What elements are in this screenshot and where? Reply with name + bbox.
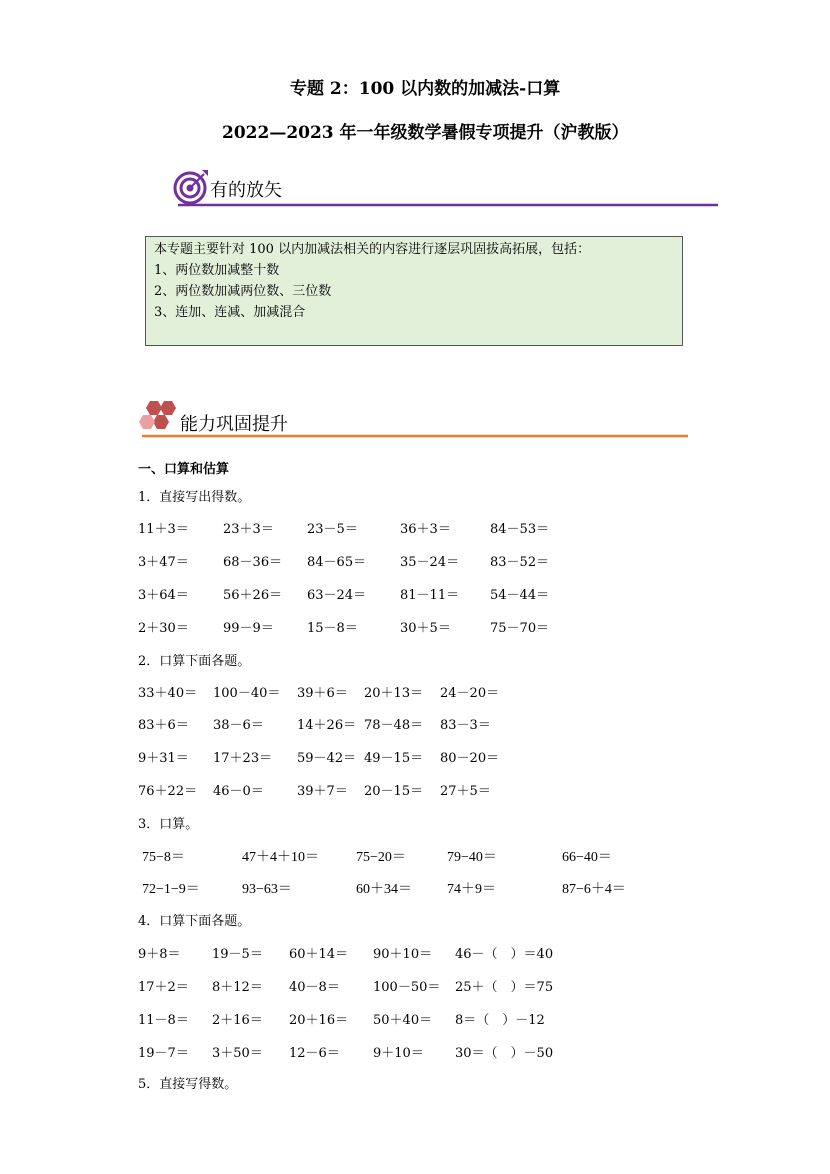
- intro-line: 1、两位数加减整十数: [154, 263, 280, 278]
- math-problem: 9＋10＝: [373, 1046, 424, 1061]
- question-2-label: 2．口算下面各题。: [138, 654, 251, 669]
- page-subtitle: 2022—2023 年一年级数学暑假专项提升（沪教版）: [222, 123, 629, 143]
- math-problem: 11＋3＝: [138, 522, 189, 537]
- math-problem: 8＝（ ）－12: [455, 1013, 545, 1028]
- math-problem: 3＋64＝: [138, 588, 189, 603]
- math-problem: 30＋5＝: [400, 621, 451, 636]
- math-problem: 90＋10＝: [373, 947, 433, 962]
- math-problem: 24－20＝: [440, 686, 500, 701]
- math-problem: 8＋12＝: [212, 980, 263, 995]
- math-problem: 79−40＝: [447, 850, 497, 865]
- math-problem: 20－15＝: [364, 784, 424, 799]
- page-title: 专题 2：100 以内数的加减法-口算: [290, 79, 561, 99]
- intro-line: 3、连加、连减、加减混合: [154, 305, 306, 320]
- math-problem: 23－5＝: [307, 522, 358, 537]
- math-problem: 81－11＝: [400, 588, 460, 603]
- math-problem: 2＋30＝: [138, 621, 189, 636]
- math-problem: 17＋2＝: [138, 980, 189, 995]
- question-3-label: 3．口算。: [138, 817, 199, 832]
- math-problem: 60＋14＝: [289, 947, 349, 962]
- math-problem: 83＋6＝: [138, 718, 189, 733]
- target-icon: [175, 170, 208, 203]
- math-problem: 39＋6＝: [297, 686, 348, 701]
- math-problem: 20＋13＝: [364, 686, 424, 701]
- math-problem: 3＋50＝: [212, 1046, 263, 1061]
- question-4-label: 4．口算下面各题。: [138, 914, 251, 929]
- math-problem: 35－24＝: [400, 555, 460, 570]
- math-problem: 49－15＝: [364, 751, 424, 766]
- intro-box: [145, 236, 683, 346]
- math-problem: 39＋7＝: [297, 784, 348, 799]
- math-problem: 84－65＝: [307, 555, 367, 570]
- math-problem: 19－7＝: [138, 1046, 189, 1061]
- question-1-label: 1．直接写出得数。: [138, 490, 251, 505]
- math-problem: 100－50＝: [373, 980, 441, 995]
- math-problem: 63－24＝: [307, 588, 367, 603]
- math-problem: 25＋（ ）＝75: [455, 980, 554, 995]
- math-problem: 78－48＝: [364, 718, 424, 733]
- math-problem: 100－40＝: [213, 686, 281, 701]
- math-problem: 20＋16＝: [289, 1013, 349, 1028]
- intro-line: 2、两位数加减两位数、三位数: [154, 284, 332, 299]
- math-problem: 54－44＝: [490, 588, 550, 603]
- math-problem: 75−20＝: [356, 850, 406, 865]
- hexagon-icon: [139, 401, 176, 429]
- math-problem: 11－8＝: [138, 1013, 189, 1028]
- math-problem: 76＋22＝: [138, 784, 198, 799]
- math-problem: 99－9＝: [223, 621, 274, 636]
- math-problem: 56＋26＝: [223, 588, 283, 603]
- math-problem: 14＋26＝: [297, 718, 357, 733]
- math-problem: 93−63＝: [242, 882, 292, 897]
- math-problem: 59－42＝: [297, 751, 357, 766]
- math-problem: 30＝（ ）－50: [455, 1046, 554, 1061]
- part-title: 一、口算和估算: [138, 462, 230, 477]
- math-problem: 15－8＝: [307, 621, 358, 636]
- math-problem: 40－8＝: [289, 980, 340, 995]
- math-problem: 60＋34＝: [356, 882, 412, 897]
- math-problem: 68－36＝: [223, 555, 283, 570]
- math-problem: 75−8＝: [142, 850, 185, 865]
- math-problem: 9＋8＝: [138, 947, 181, 962]
- math-problem: 9＋31＝: [138, 751, 189, 766]
- math-problem: 36＋3＝: [400, 522, 451, 537]
- math-problem: 50＋40＝: [373, 1013, 433, 1028]
- math-problem: 84－53＝: [490, 522, 550, 537]
- section1-title: 有的放矢: [210, 180, 282, 201]
- intro-line: 本专题主要针对 100 以内加减法相关的内容进行逐层巩固拔高拓展，包括：: [154, 242, 591, 257]
- math-problem: 46－0＝: [213, 784, 264, 799]
- math-problem: 2＋16＝: [212, 1013, 263, 1028]
- math-problem: 72−1−9＝: [142, 882, 200, 897]
- math-problem: 83－3＝: [440, 718, 491, 733]
- question-5-label: 5．直接写得数。: [138, 1077, 238, 1092]
- math-problem: 12－6＝: [289, 1046, 340, 1061]
- math-problem: 47＋4＋10＝: [242, 850, 319, 865]
- section2-title: 能力巩固提升: [180, 414, 288, 435]
- math-problem: 87−6＋4＝: [562, 882, 626, 897]
- math-problem: 38－6＝: [213, 718, 264, 733]
- math-problem: 46－（ ）＝40: [455, 947, 554, 962]
- math-problem: 17＋23＝: [213, 751, 273, 766]
- math-problem: 83－52＝: [490, 555, 550, 570]
- math-problem: 19－5＝: [212, 947, 263, 962]
- math-problem: 23＋3＝: [223, 522, 274, 537]
- math-problem: 74＋9＝: [447, 882, 496, 897]
- math-problem: 27＋5＝: [440, 784, 491, 799]
- math-problem: 75－70＝: [490, 621, 550, 636]
- math-problem: 80－20＝: [440, 751, 500, 766]
- math-problem: 3＋47＝: [138, 555, 189, 570]
- math-problem: 66−40＝: [562, 850, 612, 865]
- math-problem: 33＋40＝: [138, 686, 198, 701]
